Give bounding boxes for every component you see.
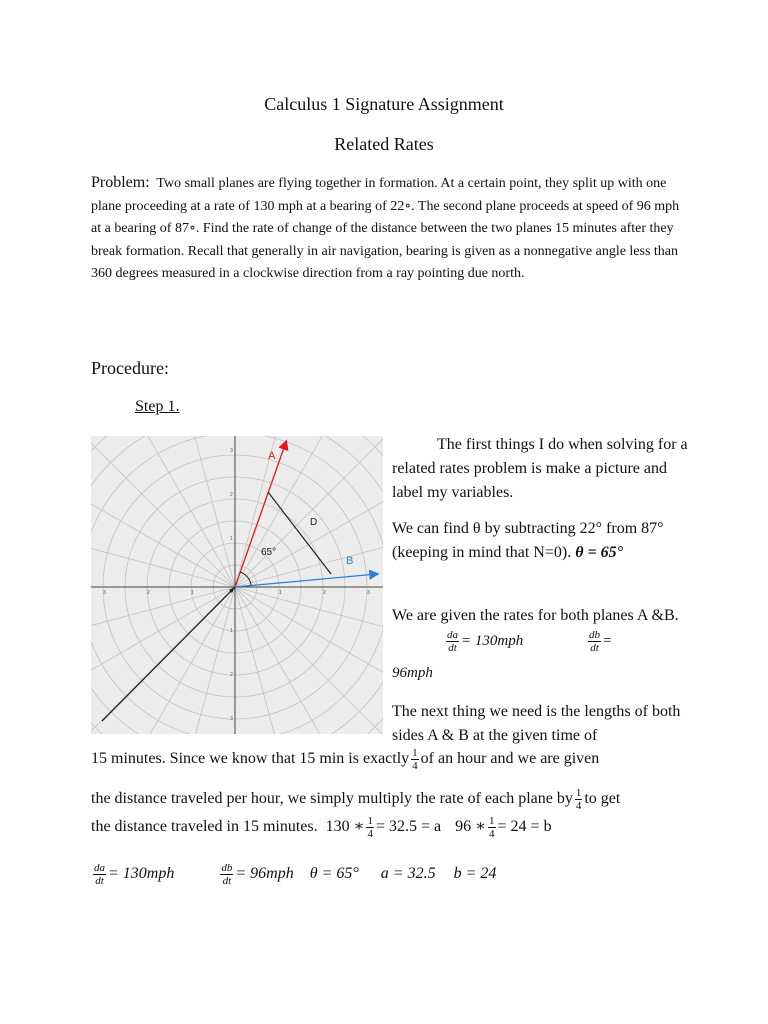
tick-label: 3 (230, 448, 233, 454)
rate-a-equation (444, 629, 523, 654)
segment-d-label: D (310, 517, 318, 528)
polar-diagram-svg (91, 436, 383, 734)
frac-num: 1 (367, 815, 373, 827)
frac-den: 4 (575, 800, 582, 812)
vector-b-label: B (346, 555, 354, 567)
step1-heading: Step 1. (135, 398, 180, 415)
summary-a: a = 32.5 (380, 865, 436, 883)
tick-label: 1 (279, 590, 282, 596)
frac-den: dt (590, 642, 599, 654)
procedure-heading: Procedure: (91, 358, 169, 378)
angle-label: 65° (261, 547, 277, 558)
eq2-left: 96 ∗ (455, 818, 487, 836)
quarter-text-1: 15 minutes. Since we know that 15 min is exactly (91, 750, 410, 768)
summary-line (91, 862, 496, 887)
frac-num: 1 (489, 815, 495, 827)
eq1-right: = 32.5 = a (375, 818, 442, 836)
lengths-text: The next thing we need is the lengths of both sides A & B at the given time of (392, 703, 681, 744)
frac-den: 4 (489, 828, 495, 840)
multiply-text-1: the distance traveled per hour, we simply multiply the rate of each plane by (91, 790, 573, 808)
theta-value: θ = 65° (575, 544, 624, 561)
frac-num: 1 (412, 747, 418, 759)
tick-label: 3 (367, 590, 370, 596)
eq2-right: = 24 = b (497, 818, 552, 836)
summary-rate-a: = 130mph (108, 865, 175, 883)
frac-den: 4 (367, 828, 373, 840)
db-dt-fraction (588, 629, 601, 654)
vector-a-label: A (268, 450, 276, 462)
tick-label: 2 (323, 590, 326, 596)
db-dt-fraction (220, 862, 233, 887)
intro-text: The first things I do when solving for a related rates problem is make a picture and label my variables. (392, 436, 688, 501)
multiply-line (91, 787, 691, 812)
quarter-text-2: of an hour and we are given (420, 750, 600, 768)
distance-line (91, 815, 691, 840)
theta-text: We can find θ by subtracting 22° from 87° (keeping in mind that N=0). (392, 520, 664, 561)
distance-text: the distance traveled in 15 minutes. (91, 818, 318, 836)
quarter-fraction (366, 815, 374, 840)
rate-a-value: = 130mph (461, 632, 524, 649)
frac-num: db (589, 629, 600, 641)
eq1-left: 130 ∗ (325, 818, 365, 836)
tick-label: 2 (230, 492, 233, 498)
rate-b-equation (586, 629, 611, 654)
frac-den: dt (448, 642, 457, 654)
rate-b-value: 96mph (392, 665, 433, 681)
summary-b: b = 24 (453, 865, 497, 883)
quarter-fraction (575, 787, 583, 812)
intro-paragraph (392, 433, 692, 505)
tick-label: 2 (230, 672, 233, 678)
da-dt-fraction (446, 629, 459, 654)
quarter-hour-line (91, 747, 691, 772)
tick-label: 1 (230, 536, 233, 542)
polar-diagram (91, 436, 383, 734)
rate-b-eq: = (603, 632, 612, 649)
quarter-fraction (488, 815, 496, 840)
document-title: Calculus 1 Signature Assignment (264, 94, 504, 114)
tick-label: 2 (147, 590, 150, 596)
frac-den: dt (222, 875, 232, 887)
tick-label: 3 (230, 716, 233, 722)
rates-paragraph (392, 604, 692, 628)
frac-num: da (447, 629, 458, 641)
lengths-paragraph (392, 700, 692, 748)
frac-num: da (94, 862, 105, 874)
frac-den: 4 (412, 760, 418, 772)
tick-label: 3 (103, 590, 106, 596)
document-subtitle: Related Rates (334, 134, 434, 154)
rates-text: We are given the rates for both planes A &B. (392, 607, 679, 624)
frac-num: 1 (575, 787, 582, 799)
summary-theta: θ = 65° (309, 865, 359, 883)
summary-rate-b: = 96mph (235, 865, 294, 883)
problem-label: Problem: (91, 174, 150, 191)
frac-den: dt (95, 875, 104, 887)
tick-label: 1 (191, 590, 194, 596)
problem-paragraph (91, 172, 681, 286)
frac-num: db (221, 862, 233, 874)
problem-text: Two small planes are flying together in formation. At a certain point, they split up with one plane proceeding at a rate of 130 mph at a bearing of 22∘. The second plane proceeds at speed of 96 mph at a bearing of 87∘. Find the rate of change of the distance between the two planes 15 minutes after they break formation. Recall that generally in air navigation, bearing is given as a nonnegative angle less than 360 degrees measured in a clockwise direction from a ray pointing due north. (91, 176, 680, 281)
quarter-fraction (411, 747, 419, 772)
multiply-text-2: to get (584, 790, 621, 808)
da-dt-fraction (93, 862, 106, 887)
tick-label: 1 (230, 628, 233, 634)
theta-paragraph (392, 517, 692, 565)
